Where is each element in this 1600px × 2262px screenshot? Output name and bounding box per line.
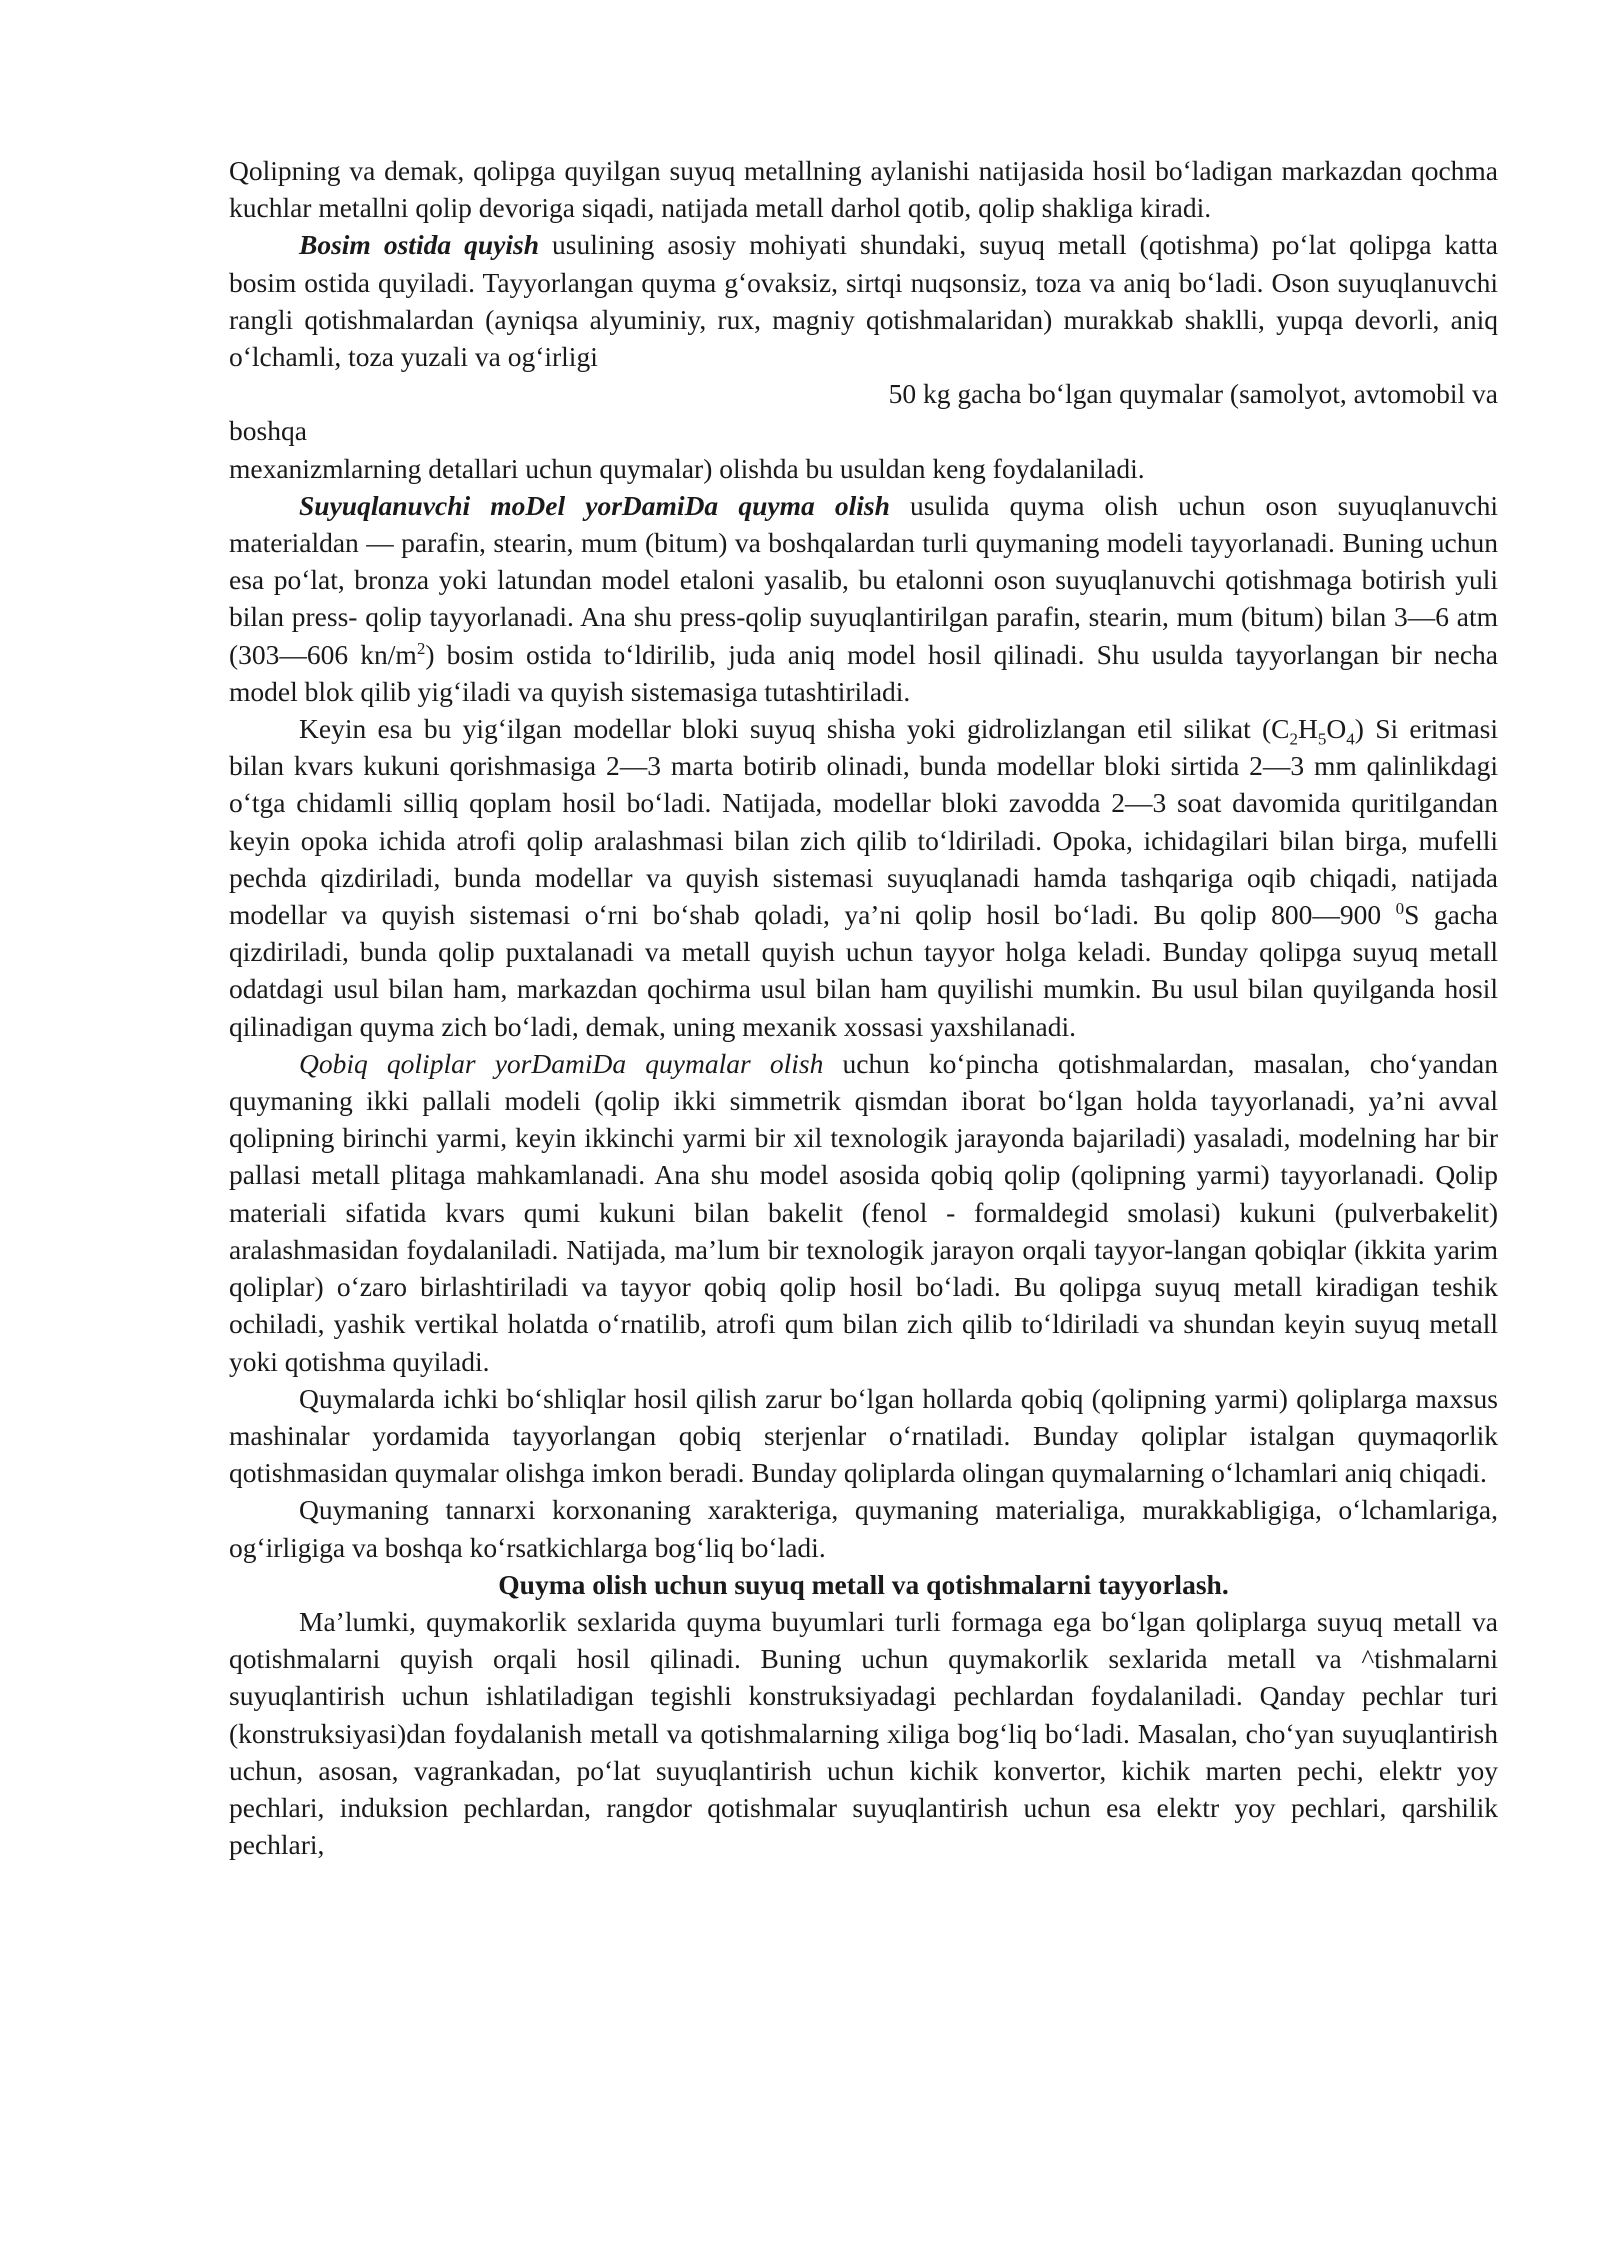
superscript-2: 2 (416, 638, 426, 658)
paragraph-shell-molds-text: uchun ko‘pincha qotishmalardan, masalan, cho‘yandan quymaning ikki pallali modeli (qolip ikki simmetrik qismdan iborat bo‘lgan holda tayyorlanadi, ya’ni avval qolipning birinchi yarmi, keyin ikkinchi yarmi bir xil texnologik jarayonda bajariladi) yasaladi, modelning har bir pallasi metall plitaga mahkamlanadi. Ana shu model asosida qobiq qolip (qolipning yarmi) tayyorlanadi. Qolip materiali sifatida kvars qumi kukuni bilan bakelit (fenol - formaldegid smolasi) kukuni (pulverbakelit) aralashmasidan foydalaniladi. Natijada, ma’lum bir texnologik jarayon orqali tayyor-langan qobiqlar (ikkita yarim qoliplar) o‘zaro birlashtiriladi va tayyor qobiq qolip hosil bo‘ladi. Bu qolipga suyuq metall kiradigan teshik ochiladi, yashik vertikal holatda o‘rnatilib, atrofi qum bilan zich qilib to‘ldiriladi va shundan keyin suyuq metall yoki qotishma quyiladi. (229, 1047, 1498, 1377)
subscript-o: 4 (1346, 729, 1355, 749)
paragraph-model-block-text-c: S gacha qizdiriladi, bunda qolip puxtalanadi va metall quyish uchun tayyor holga keladi. Bunday qolipga suyuq metall odatdagi usul bilan ham, markazdan qochirma usul bilan ham quyilishi mumkin. Bu usul bilan quyilganda hosil qilinadigan quyma zich bo‘ladi, demak, uning mexanik xossasi yaxshilanadi. (229, 899, 1498, 1042)
paragraph-pressure-casting-text: usulining asosiy mohiyati shundaki, suyuq metall (qotishma) po‘lat qolipga katta bosim ostida quyiladi. Tayyorlangan quyma g‘ovaksiz, sirtqi nuqsonsiz, toza va aniq bo‘ladi. Oson suyuqlanuvchi rangli qotishmalardan (ayniqsa alyuminiy, rux, magniy qotishmalaridan) murakkab shaklli, yupqa devorli, aniq o‘lchamli, toza yuzali va og‘irligi (229, 229, 1498, 373)
term-shell-molds: Qobiq qoliplar yorDamiDa quymalar olish (299, 1047, 824, 1079)
paragraph-pressure-casting-line-c: boshqa (229, 415, 307, 447)
paragraph-model-block-text-b: ) Si eritmasi bilan kvars kukuni qorishmasiga 2—3 marta botirib olinadi, bunda modellar bloki sirtida 2—3 mm qalinlikdagi o‘tga chidamli silliq qoplam hosil bo‘ladi. Natijada, modellar bloki zavodda 2—3 soat davomida quritilgandan keyin opoka ichida atrofi qolip aralashmasi bilan zich qilib to‘ldiriladi. Opoka, ichidagilari bilan birga, mufelli pechda qizdiriladi, bunda modellar va quyish sistemasi suyuqlanadi hamda tashqariga oqib chiqadi, natijada modellar va quyish sistemasi o‘rni bo‘shab qoladi, ya’ni qolip hosil bo‘ladi. Bu qolip 800—900 (229, 713, 1498, 931)
document-page (229, 152, 1498, 1863)
paragraph-model-block (229, 710, 1498, 1045)
paragraph-pressure-casting-line-d: mexanizmlarning detallari uchun quymalar) olishda bu usuldan keng foydalaniladi. (229, 452, 1145, 484)
subscript-h: 5 (1317, 729, 1327, 749)
paragraph-investment-casting-text-a: usulida quyma olish uchun oson suyuqlanuvchi materialdan — parafin, stearin, mum (bitum) va boshqalardan turli quymaning modeli tayyorlanadi. Buning uchun esa po‘lat, bronza yoki latundan model etaloni yasalib, bu etalonni oson suyuqlanuvchi qotishmaga botirish yuli bilan press- qolip tayyorlanadi. Ana shu press-qolip suyuqlantirilgan parafin, stearin, mum (bitum) bilan 3—6 atm (303—606 kn/m (229, 489, 1498, 670)
paragraph-shell-cores: Quymalarda ichki bo‘shliqlar hosil qilish zarur bo‘lgan hollarda qobiq (qolipning yarmi) qoliplarga maxsus mashinalar yordamida tayyorlangan qobiq sterjenlar o‘rnatiladi. Bunday qoliplar istalgan quymaqorlik qotishmasidan quymalar olishga imkon beradi. Bunday qoliplarda olingan quymalarning o‘lchamlari aniq chiqadi. (229, 1382, 1498, 1489)
formula-h: H (1298, 713, 1318, 745)
section-heading: Quyma olish uchun suyuq metall va qotishmalarni tayyorlash. (498, 1568, 1229, 1600)
paragraph-cost: Quymaning tannarxi korxonaning xarakteriga, quymaning materialiga, murakkabligiga, o‘lchamlariga, og‘irligiga va boshqa ko‘rsatkichlarga bog‘liq bo‘ladi. (229, 1494, 1498, 1563)
paragraph-model-block-text-a: Keyin esa bu yig‘ilgan modellar bloki suyuq shisha yoki gidrolizlangan etil silikat (C (299, 713, 1290, 745)
paragraph-pressure-casting-line-b: 50 kg gacha bo‘lgan quymalar (samolyot, avtomobil va (888, 378, 1498, 410)
paragraph-centrifugal-casting: Qolipning va demak, qolipga quyilgan suyuq metallning aylanishi natijasida hosil bo‘ladigan markazdan qochma kuchlar metallni qolip devoriga siqadi, natijada metall darhol qotib, qolip shakliga kiradi. (229, 155, 1498, 224)
paragraph-pressure-casting (229, 226, 1498, 375)
superscript-degree: 0 (1395, 898, 1405, 918)
paragraph-investment-casting (229, 487, 1498, 710)
paragraph-investment-casting-text-b: ) bosim ostida to‘ldirilib, juda aniq model hosil qilinadi. Shu usulda tayyorlangan bir necha model blok qilib yig‘iladi va quyish sistemasiga tutashtiriladi. (229, 638, 1498, 707)
formula-o: O (1326, 713, 1347, 745)
paragraph-shell-molds (229, 1045, 1498, 1380)
term-pressure-casting: Bosim ostida quyish (299, 229, 539, 261)
paragraph-furnaces: Ma’lumki, quymakorlik sexlarida quyma buyumlari turli formaga ega bo‘lgan qoliplarga suyuq metall va qotishmalarni quyish orqali hosil qilinadi. Buning uchun quymakorlik sexlarida metall va ^tishmalarni suyuqlantirish uchun ishlatiladigan tegishli konstruksiyadagi pechlardan foydalaniladi. Qanday pechlar turi (konstruksiyasi)dan foydalanish metall va qotishmalarning xiliga bog‘liq bo‘ladi. Masalan, cho‘yan suyuqlantirish uchun, asosan, vagrankadan, po‘lat suyuqlantirish uchun kichik konvertor, kichik marten pechi, elektr yoy pechlari, induksion pechlardan, rangdor qotishmalar suyuqlantirish uchun esa elektr yoy pechlari, qarshilik pechlari, (229, 1605, 1498, 1861)
subscript-c: 2 (1289, 729, 1299, 749)
term-investment-casting: Suyuqlanuvchi moDel yorDamiDa quyma olish (299, 489, 890, 521)
